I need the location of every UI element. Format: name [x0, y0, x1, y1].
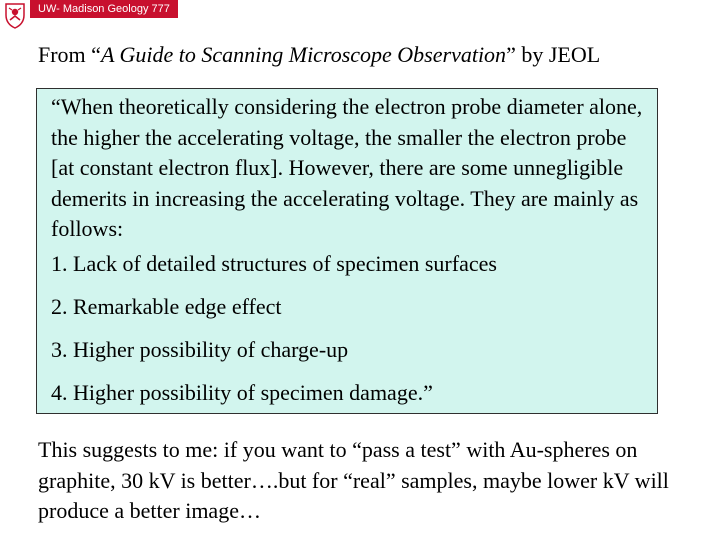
quote-list-item-4: 4. Higher possibility of specimen damage.”: [51, 380, 433, 405]
quote-box: [36, 88, 658, 414]
title-prefix: From “: [38, 42, 101, 67]
course-banner: UW- Madison Geology 777: [30, 0, 178, 18]
uw-crest-logo-icon: [0, 0, 30, 30]
quote-list-item-3: 3. Higher possibility of charge-up: [51, 337, 349, 362]
title-suffix: ” by JEOL: [506, 42, 601, 67]
conclusion-text: This suggests to me: if you want to “pass a test” with Au-spheres on graphite, 30 kV is better….but for “real” samples, maybe lower kV will produce a better image…: [38, 437, 669, 523]
quote-list-item-2: 2. Remarkable edge effect: [51, 294, 282, 319]
quote-list-item-1: 1. Lack of detailed structures of specimen surfaces: [51, 251, 497, 276]
quote-paragraph: “When theoretically considering the electron probe diameter alone, the higher the accelerating voltage, the smaller the electron probe [at constant electron flux]. However, there are some unnegligible demerits in increasing the accelerating voltage. They are mainly as follows:: [51, 94, 643, 241]
book-title: A Guide to Scanning Microscope Observation: [100, 42, 507, 67]
slide-title: [38, 40, 600, 70]
